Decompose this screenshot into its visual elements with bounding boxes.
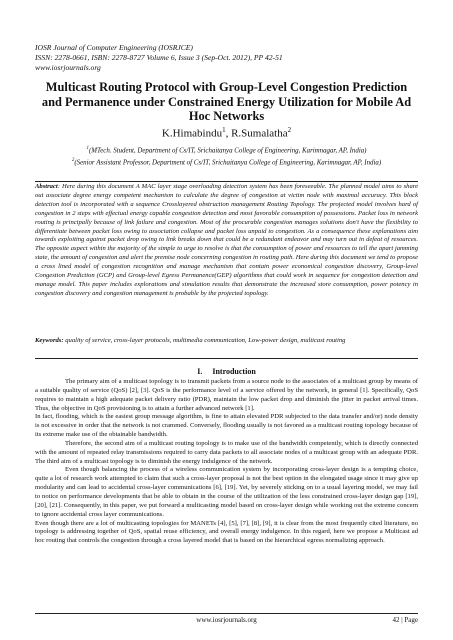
author-separator: , [225,127,232,140]
keywords [35,337,418,346]
paragraph-1: The primary aim of a multicast topology is to transmit packets from a source node to the associates of a multicast group by means of a suitable quality of service (QoS) [2], [3]. QoS is the performance level of a service offered by the network, in general [1]. Specifically, QoS requires to maintain a high adequate packet delivery ratio (PDR), maintain the low packet drop and diminish the jitter in packet arrival times. Thus, the objective in QoS provisioning is to attain a further advanced network [1]. [35,378,418,412]
abstract [35,183,418,299]
author-2-mark: 2 [287,126,292,134]
abstract-text: : Here during this document A MAC layer stage overloading detection system has been foreseeable. The planned model aims to share out associate degree energy competent mechanism to calculate the degree of congestion at victim node with maximal accuracy. This block detection tool is incorporated with a sequence Crosslayered obstruction management Routing Topology. The projected model involves hard of congestion in 2 steps with effectual energy capable congestion detection and most favorable consumption of possessions. Packet loss in network routing is principally because of link failure and congestion. Most of the procurable congestion manages solutions don't have the flexibility to differentiate between packet loss owing to association collapse and packet loss unpaid to congestion. As a consequence these explanations aim towards exploiting against packet drop owing to link breaks down that could be a redundant endeavor and may turn out in defeat of resources. The opposite aspect within the majority of the simple to urge to resolve is that the consumption of power and resources to tell the apart jamming state, the amount of congestion and alert the premise node concerning congestion in routing path. Here during this document we tend to propose a cross lined model of congestion recognition and manage mechanism that contain power economical congestion discovery, Group-level Congestion Prediction (GCP) and Group-level Egress Permanence(GEP) algorithms that could work in sequence for congestion detection and manage model. This paper includes explorations and simulation results that demonstrate the increased store consumption, power potency in congestion discovery and congestion management is probable by the projected topology. [35,183,418,297]
section-title: Introduction [212,367,256,376]
section-heading [35,367,418,377]
section-number: I. [197,367,203,376]
paragraph-4: Even though balancing the process of a wireless communication system by incorporating cross-layer design is a tempting choice, quite a lot of research work attempted to claim that such a cross-layer proposal is not the best option in the elongated usage since it may give up modularity and can lead to accidental cross-layer communications [6], [19]. Yet, by severely sticking on to a usual layering model, we may fail to notice on performance developments that be able to obtain in the course of the utilization of the less constrained cross-layer design gap [19], [20], [21]. Consequently, in this paper, we put forward a multicasting model based on cross-layer design while working out the extreme concern to ignore accidental cross layer communications. [35,466,418,518]
author-1: K.Himabindu [161,127,223,140]
paragraph-3: Therefore, the second aim of a multicast routing topology is to make use of the bandwidth competently, which is directly connected with the amount of repeated relay transmissions required to carry data packets to all associate nodes of a multicast group with an adequate PDR. The third aim of a multicast topology is to diminish the energy indulgence of the network. [35,439,418,465]
abstract-bottom-rule [35,358,418,359]
affiliation-1-mark: 1 [86,146,90,151]
affiliation-2 [40,156,413,168]
abstract-top-rule [35,181,418,182]
page-number: 42 | Page [392,616,418,624]
affiliation-1 [40,144,413,156]
introduction-body [35,378,418,546]
paragraph-2: In fact, flooding, which is the easiest group message algorithm, is fine to attain elevated PDR subjected to the data transfer and/or) node density is not excessive in order that the network is not crammed. Conversely, flooding usually is not favored as a multicast routing topology because of its extreme make use of the obtainable bandwidth. [35,413,418,439]
journal-name: IOSR Journal of Computer Engineering (IOSRJCE) [35,43,193,52]
keywords-text: quality of service, cross-layer protocols, multimedia communication, Low-power design, multicast routing [63,337,346,344]
abstract-label: Abstract [35,183,58,190]
author-2: R.Sumalatha [231,127,288,140]
paragraph-5: Even though there are a lot of multicasting topologies for MANETs [4], [5], [7], [8], [9], it is clear from the most frequently cited literature, no topology is addressing together of QoS, spatial reuse efficiency, and overall energy indulgence. In this regard, here we propose a Multicast ad hoc routing that controls the congestion through a cross layered model that is based on the hierarchical egress normalizing approach. [35,519,418,545]
journal-website: www.iosrjournals.org [35,63,101,72]
paper-title: Multicast Routing Protocol with Group-Level Congestion Prediction and Permanence under Constrained Energy Utilization for Mobile Ad Hoc Networks [41,80,412,123]
footer-url: www.iosrjournals.org [196,616,257,624]
journal-issn: ISSN: 2278-0661, ISBN: 2278-8727 Volume 6, Issue 3 (Sep-Oct. 2012), PP 42-51 [35,53,283,62]
affiliations [40,144,413,167]
affiliation-1-text: (MTech. Student, Department of Cs/IT, Srichaitanya College of Engineering, Karimnagar, AP, India) [89,147,367,155]
footer-rule [35,613,418,614]
keywords-label: Keywords: [35,337,64,344]
affiliation-2-text: (Senior Assistant Professor, Department of Cs/IT, Srichaitanya College of Engineering, Karimnagar, AP, India) [74,158,382,166]
journal-header [35,43,425,73]
affiliation-2-mark: 2 [71,157,75,163]
author-1-mark: 1 [222,126,226,134]
author-line [40,124,413,141]
